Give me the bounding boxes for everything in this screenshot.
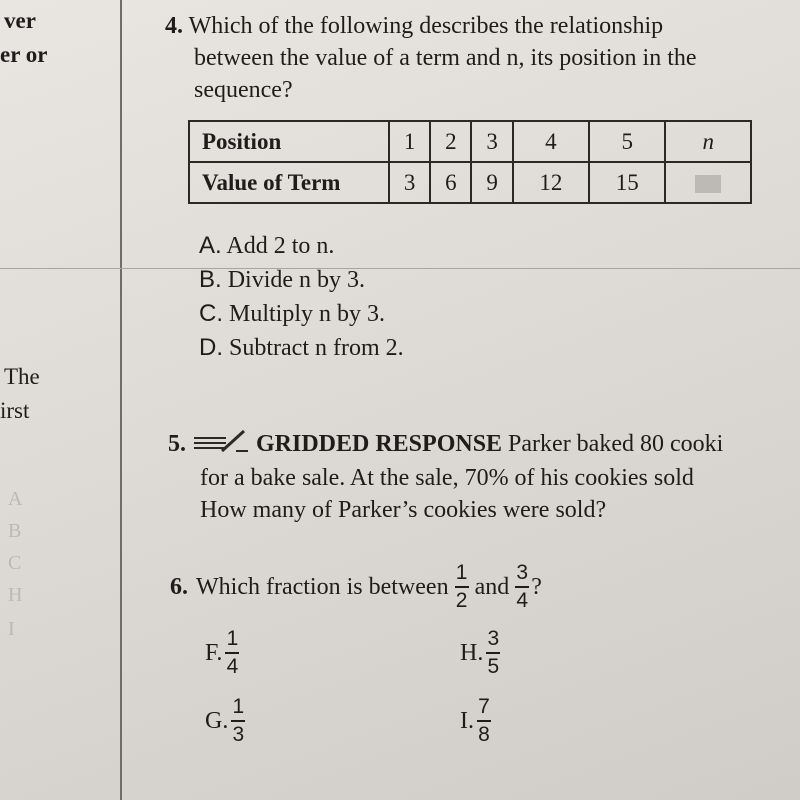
fraction-numerator: 3 <box>516 561 529 584</box>
choice-list <box>199 229 404 365</box>
left-margin-text-4: irst <box>0 398 30 423</box>
choice-d[interactable] <box>199 331 404 365</box>
question-4-text-line2: between the value of a term and n, its position in the <box>194 45 697 71</box>
left-margin-text-2: er or <box>0 42 48 67</box>
fraction-numerator: 1 <box>226 627 239 650</box>
choice-label: B. <box>199 266 222 293</box>
option-letter: F. <box>205 639 223 666</box>
fraction-numerator: 1 <box>232 695 245 718</box>
table-header-position: Position <box>189 121 389 162</box>
choice-text: Subtract n from 2. <box>229 335 404 361</box>
question-6-text: Which fraction is between <box>196 574 449 600</box>
choice-text: Multiply n by 3. <box>229 301 386 327</box>
choice-label: D. <box>199 334 223 361</box>
table-row-position <box>189 121 751 162</box>
fraction-denominator: 5 <box>487 655 500 678</box>
question-4-text-line3: sequence? <box>194 77 293 103</box>
question-5-text-line1: Parker baked 80 cooki <box>508 431 724 457</box>
question-4-number: 4. <box>165 13 183 39</box>
fraction-numerator: 1 <box>455 561 468 584</box>
choice-label: C. <box>199 300 223 327</box>
sequence-table <box>188 120 752 204</box>
faint-mark-h: H <box>8 584 23 606</box>
option-i[interactable] <box>460 696 491 746</box>
table-cell: 3 <box>389 162 430 203</box>
table-header-value: Value of Term <box>189 162 389 203</box>
question-5 <box>168 428 800 526</box>
choice-c[interactable] <box>199 297 404 331</box>
table-cell: 3 <box>471 121 512 162</box>
option-h[interactable] <box>460 628 500 678</box>
question-6-number: 6. <box>170 574 188 600</box>
table-cell: 15 <box>589 162 665 203</box>
table-cell: 6 <box>430 162 471 203</box>
option-letter: G. <box>205 707 229 734</box>
faint-mark-b: B <box>8 520 22 542</box>
choice-text: Divide n by 3. <box>227 267 366 293</box>
question-5-text-line2: for a bake sale. At the sale, 70% of his cookies sold <box>200 464 694 491</box>
option-letter: I. <box>460 707 474 734</box>
left-margin-text-1: ver <box>4 8 36 33</box>
question-6-and: and <box>474 574 510 600</box>
question-6-qmark: ? <box>531 574 542 600</box>
table-cell: 9 <box>471 162 512 203</box>
faint-mark-c: C <box>8 552 22 574</box>
choice-a[interactable] <box>199 229 404 263</box>
question-4-text-line1: Which of the following describes the relationship <box>188 13 664 39</box>
faint-mark-a: A <box>8 488 23 510</box>
fraction-denominator: 8 <box>478 723 490 746</box>
fraction-denominator: 4 <box>516 589 529 612</box>
fraction-numerator: 7 <box>478 695 490 718</box>
option-fraction <box>231 696 245 746</box>
left-margin-text-3: The <box>4 364 40 389</box>
table-cell: 4 <box>513 121 589 162</box>
option-fraction <box>486 628 500 678</box>
option-letter: H. <box>460 639 484 666</box>
question-5-number: 5. <box>168 431 186 457</box>
option-f[interactable] <box>205 628 239 678</box>
table-cell: 5 <box>589 121 665 162</box>
option-fraction <box>477 696 491 746</box>
margin-divider-line <box>120 0 122 800</box>
table-cell-blank <box>665 162 751 203</box>
fraction-one-half <box>455 562 469 612</box>
fraction-denominator: 2 <box>455 589 468 612</box>
gridded-response-tag: GRIDDED RESPONSE <box>256 431 503 457</box>
choice-b[interactable] <box>199 263 404 297</box>
question-4 <box>165 10 800 106</box>
shaded-blank-box <box>695 175 721 193</box>
faint-mark-i: I <box>8 618 15 640</box>
table-cell-n: n <box>665 121 751 162</box>
fraction-numerator: 3 <box>487 627 500 650</box>
fraction-denominator: 3 <box>232 723 245 746</box>
option-g[interactable] <box>205 696 245 746</box>
table-cell: 1 <box>389 121 430 162</box>
table-row-value <box>189 162 751 203</box>
choice-text: Add 2 to n. <box>226 233 335 259</box>
option-fraction <box>225 628 239 678</box>
table-cell: 2 <box>430 121 471 162</box>
table-cell: 12 <box>513 162 589 203</box>
fraction-denominator: 4 <box>226 655 239 678</box>
choice-label: A. <box>199 232 222 259</box>
question-5-text-line3: How many of Parker’s cookies were sold? <box>200 496 607 523</box>
fraction-three-fourths <box>515 562 529 612</box>
question-6 <box>170 562 542 612</box>
gridded-response-icon <box>192 429 250 462</box>
